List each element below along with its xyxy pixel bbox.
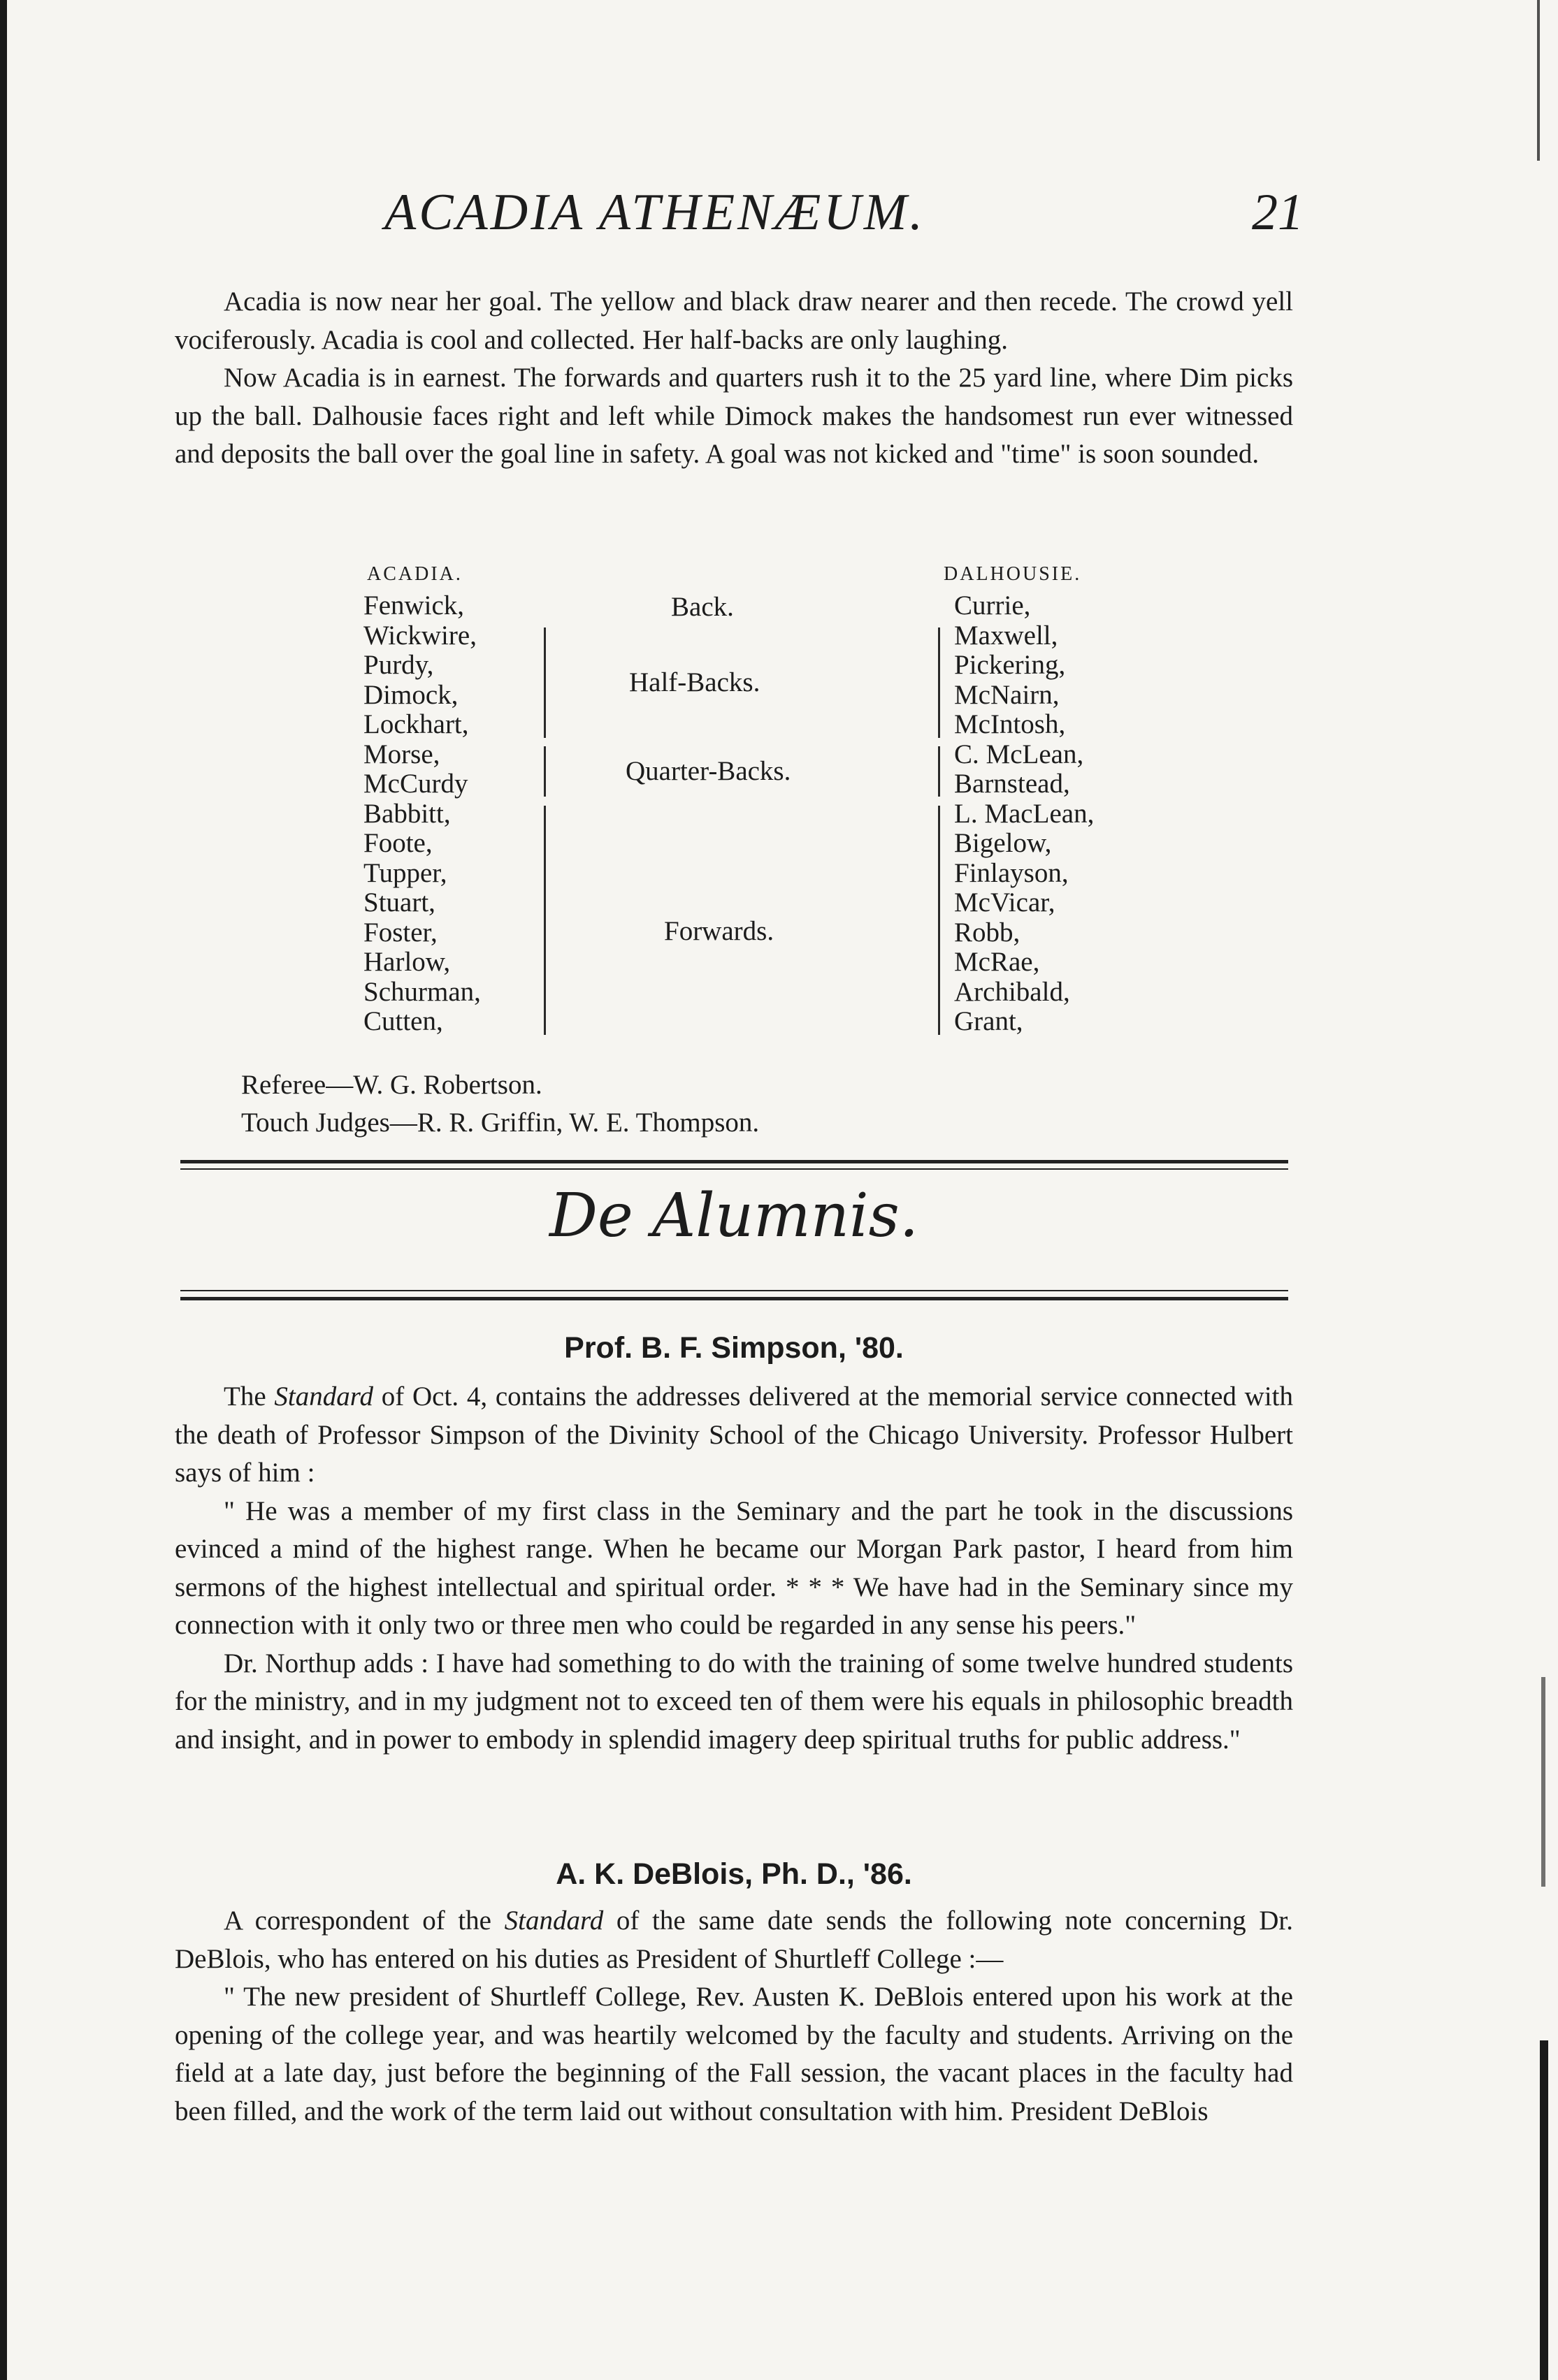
dalhousie-player: Barnstead, [954, 769, 1070, 799]
newspaper-title: Standard [274, 1381, 373, 1412]
running-title: ACADIA ATHENÆUM. [384, 184, 925, 241]
referee-line: Referee—W. G. Robertson. [241, 1070, 542, 1100]
scan-edge-right [1540, 2040, 1548, 2380]
dalhousie-player: Maxwell, [954, 620, 1058, 651]
acadia-player: Morse, [363, 739, 440, 769]
bracket [938, 746, 953, 797]
section-rule [180, 1160, 1288, 1163]
paragraph [175, 1902, 1293, 1978]
acadia-player: Babbitt, [363, 798, 451, 829]
acadia-player: Lockhart, [363, 709, 469, 739]
newspaper-title: Standard [504, 1906, 604, 1936]
dalhousie-player: L. MacLean, [954, 798, 1095, 829]
acadia-player: McCurdy [363, 769, 468, 799]
game-report [175, 283, 1293, 474]
dalhousie-players [954, 591, 1094, 1037]
bracket [531, 746, 546, 797]
text: A correspondent of the [224, 1906, 505, 1936]
dalhousie-player: Bigelow, [954, 828, 1052, 858]
team-lineup [175, 563, 1293, 1129]
dalhousie-heading: DALHOUSIE. [944, 563, 1082, 585]
position-label: Quarter-Backs. [626, 756, 791, 786]
paragraph [175, 1378, 1293, 1493]
position-label: Half-Backs. [629, 667, 760, 697]
acadia-player: Fenwick, [363, 590, 465, 621]
acadia-player: Tupper, [363, 857, 447, 888]
text: of Oct. 4, contains the addresses delivered at the memorial service connected with the death of Professor Simpson of the Divinity School of the Chicago University. Professor Hulbert says of him : [175, 1381, 1293, 1488]
dalhousie-player: McNairn, [954, 679, 1060, 710]
dalhousie-player: McIntosh, [954, 709, 1066, 739]
position-label: Forwards. [664, 916, 774, 946]
acadia-player: Foster, [363, 917, 438, 948]
scan-edge-right [1541, 1677, 1545, 1887]
paragraph: Acadia is now near her goal. The yellow and black draw nearer and then recede. The crowd yell vociferously. Acadia is cool and collected. Her half-backs are only laughing. [175, 286, 1293, 355]
text: The [224, 1381, 275, 1412]
dalhousie-player: Archibald, [954, 976, 1070, 1007]
dalhousie-player: Robb, [954, 917, 1020, 948]
acadia-player: Purdy, [363, 650, 434, 680]
quotation: " The new president of Shurtleff College, Rev. Austen K. DeBlois entered upon his work at the opening of the college year, and was heartily welcomed by the faculty and students. Arriving on the field at a late day, just before the beginning of the Fall session, the vacant places in the faculty had been filled, and the work of the term laid out without consultation with him. President DeBlois [175, 1982, 1293, 2126]
position-label: Back. [671, 592, 734, 622]
scan-edge-right [1537, 0, 1540, 161]
acadia-heading: ACADIA. [367, 563, 463, 585]
text: of the same date sends the following note concerning Dr. DeBlois, who has entered on his duties as President of Shurtleff College :— [175, 1906, 1293, 1974]
dalhousie-player: Grant, [954, 1006, 1023, 1036]
bracket [938, 627, 953, 738]
bracket [531, 627, 546, 738]
acadia-player: Dimock, [363, 679, 459, 710]
paragraph: Dr. Northup adds : I have had something to do with the training of some twelve hundred students for the ministry, and in my judgment not to exceed ten of them were his equals in philosophic breadth and insight, and in power to embody in splendid imagery deep spiritual truths for public address." [175, 1648, 1293, 1755]
section-rule [180, 1290, 1288, 1291]
bracket [938, 806, 953, 1035]
acadia-player: Schurman, [363, 976, 481, 1007]
dalhousie-player: Currie, [954, 590, 1031, 621]
section-rule [180, 1297, 1288, 1300]
scan-edge-left [0, 0, 7, 2380]
acadia-players [363, 591, 481, 1037]
section-rule [180, 1168, 1288, 1170]
article-heading: Prof. B. F. Simpson, '80. [564, 1331, 904, 1365]
dalhousie-player: Pickering, [954, 650, 1066, 680]
section-title: De Alumnis. [549, 1181, 919, 1251]
acadia-player: Cutten, [363, 1006, 443, 1036]
deblois-article [175, 1902, 1293, 2131]
quotation: " He was a member of my first class in the Seminary and the part he took in the discussions evinced a mind of the highest range. When he became our Morgan Park pastor, I heard from him sermons of the highest intellectual and spiritual order. * * * We have had in the Seminary since my connection with it only two or three men who could be regarded in any sense his peers." [175, 1495, 1293, 1640]
dalhousie-player: Finlayson, [954, 857, 1069, 888]
dalhousie-player: McRae, [954, 947, 1040, 977]
page-header [384, 183, 1304, 253]
officials [241, 1066, 759, 1142]
dalhousie-player: McVicar, [954, 887, 1055, 917]
touch-judges-line: Touch Judges—R. R. Griffin, W. E. Thompson. [241, 1108, 760, 1138]
paragraph: Now Acadia is in earnest. The forwards and quarters rush it to the 25 yard line, where Dim picks up the ball. Dalhousie faces right and left while Dimock makes the handsomest run ever witnessed and deposits the ball over the goal line in safety. A goal was not kicked and "time" is soon sounded. [175, 363, 1293, 469]
simpson-article [175, 1378, 1293, 1759]
article-heading: A. K. DeBlois, Ph. D., '86. [556, 1857, 912, 1891]
acadia-player: Stuart, [363, 887, 435, 917]
acadia-player: Harlow, [363, 947, 451, 977]
bracket [531, 806, 546, 1035]
dalhousie-player: C. McLean, [954, 739, 1084, 769]
acadia-player: Wickwire, [363, 620, 477, 651]
acadia-player: Foote, [363, 828, 433, 858]
page-number: 21 [1252, 184, 1304, 241]
